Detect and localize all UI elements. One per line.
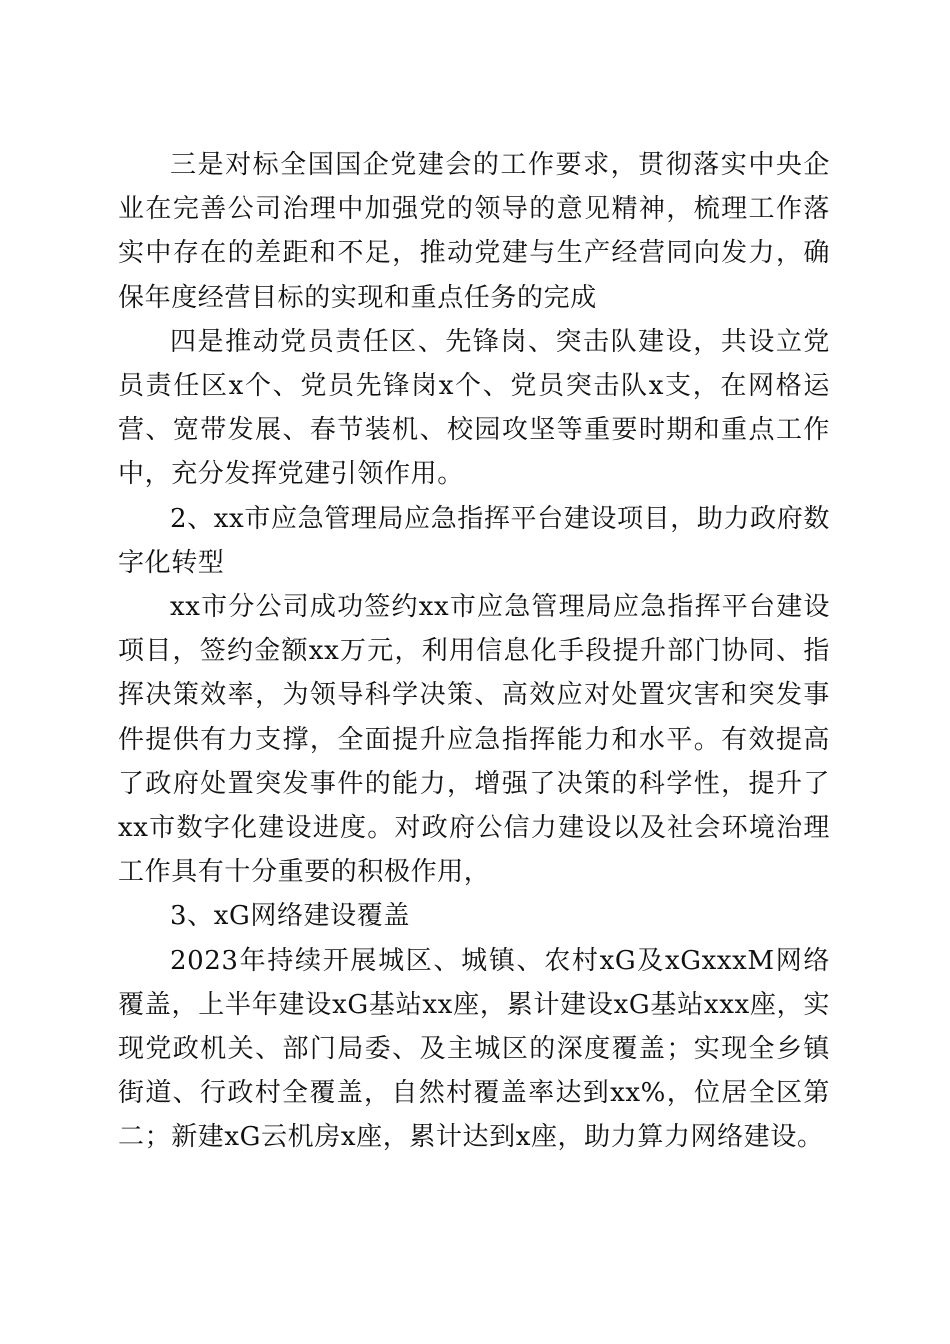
paragraph-party-building-requirements: 三是对标全国国企党建会的工作要求，贯彻落实中央企业在完善公司治理中加强党的领导的意见精神，梳理工作落实中存在的差距和不足，推动党建与生产经营同向发力，确保年度经营目标的实现和重点任务的完成 (118, 150, 830, 313)
paragraph-emergency-platform: xx市分公司成功签约xx市应急管理局应急指挥平台建设项目，签约金额xx万元，利用信息化手段提升部门协同、指挥决策效率，为领导科学决策、高效应对处置灾害和突发事件提供有力支撑，全面提升应急指挥能力和水平。有效提高了政府处置突发事件的能力，增强了决策的科学性，提升了xx市数字化建设进度。对政府公信力建设以及社会环境治理工作具有十分重要的积极作用， (118, 592, 830, 888)
section-heading-network-coverage: 3、xG网络建设覆盖 (170, 901, 410, 932)
document-body (118, 143, 830, 1160)
section-heading-emergency-platform: 2、xx市应急管理局应急指挥平台建设项目，助力政府数字化转型 (118, 503, 830, 578)
paragraph-network-coverage: 2023年持续开展城区、城镇、农村xG及xGxxxM网络覆盖，上半年建设xG基站xx座，累计建设xG基站xxx座，实现党政机关、部门局委、及主城区的深度覆盖；实现全乡镇街道、行政村全覆盖，自然村覆盖率达到xx%，位居全区第二；新建xG云机房x座，累计达到x座，助力算力网络建设。 (118, 945, 830, 1153)
paragraph-party-member-posts: 四是推动党员责任区、先锋岗、突击队建设，共设立党员责任区x个、党员先锋岗x个、党员突击队x支，在网格运营、宽带发展、春节装机、校园攻坚等重要时期和重点工作中，充分发挥党建引领作用。 (118, 326, 830, 490)
